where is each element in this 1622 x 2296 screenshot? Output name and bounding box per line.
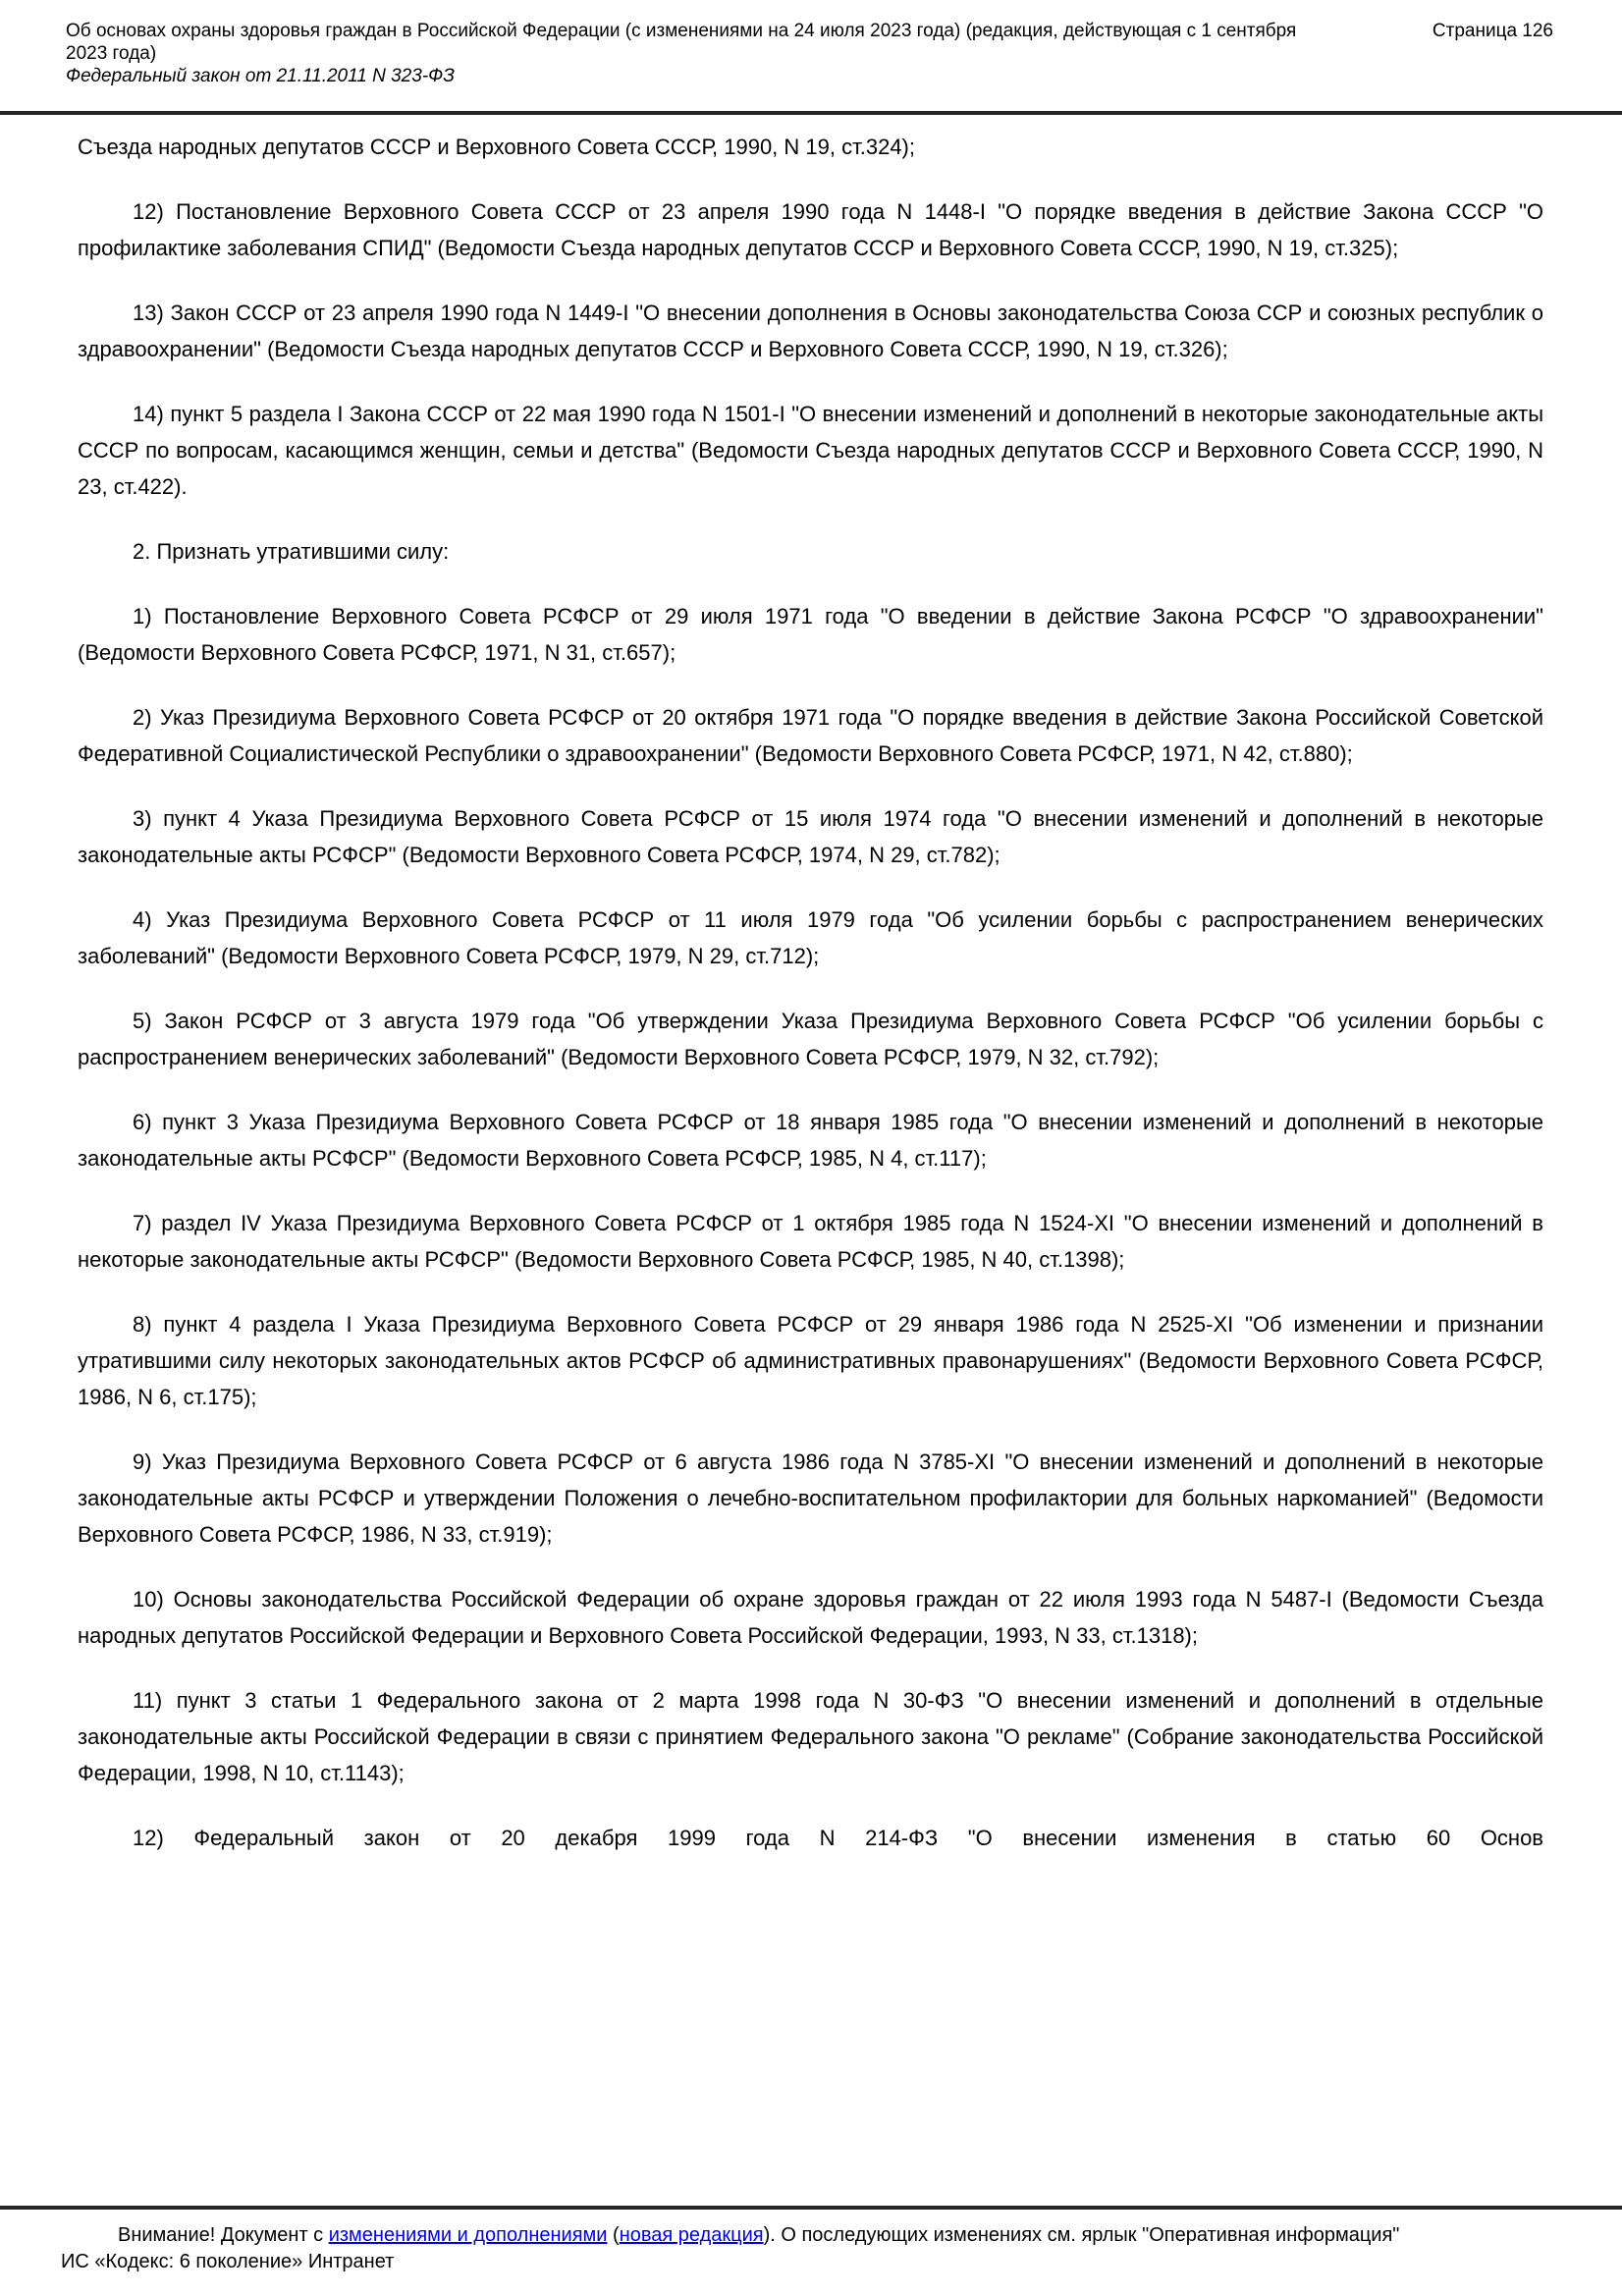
header-row xyxy=(66,20,1553,65)
paragraph-item-12-fz: 12) Федеральный закон от 20 декабря 1999 года N 214-ФЗ "О внесении изменения в статью 60 Основ xyxy=(133,1826,1543,1850)
paragraph-item-12-ussr: 12) Постановление Верховного Совета СССР от 23 апреля 1990 года N 1448-I "О порядке введения в действие Закона СССР "О профилактике заболевания СПИД" (Ведомости Съезда народных депутатов СССР и Верховного Совета СССР, 1990, N 19, ст.325); xyxy=(78,199,1543,260)
document-title: Об основах охраны здоровья граждан в Российской Федерации (с изменениями на 24 июля 2023 года) (редакция, действующая с 1 сентября 2023 года) xyxy=(66,21,1297,64)
paragraph-item-11: 11) пункт 3 статьи 1 Федерального закона от 2 марта 1998 года N 30-ФЗ "О внесении изменений и дополнений в отдельные законодательные акты Российской Федерации в связи с принятием Федерального закона "О рекламе" (Собрание законодательства Российской Федерации, 1998, N 10, ст.1143); xyxy=(78,1688,1543,1785)
paragraph-item-13-ussr: 13) Закон СССР от 23 апреля 1990 года N 1449-I "О внесении дополнения в Основы законодательства Союза ССР и союзных республик о здравоохранении" (Ведомости Съезда народных депутатов СССР и Верховного Совета СССР, 1990, N 19, ст.326); xyxy=(78,301,1543,361)
footer-notice-between: ( xyxy=(607,2224,620,2246)
paragraph-continuation: Съезда народных депутатов СССР и Верховного Совета СССР, 1990, N 19, ст.324); xyxy=(78,135,915,159)
footer-notice xyxy=(61,2222,1563,2249)
paragraph-item-3: 3) пункт 4 Указа Президиума Верховного Совета РСФСР от 15 июля 1974 года "О внесении изменений и дополнений в некоторые законодательные акты РСФСР" (Ведомости Верховного Совета РСФСР, 1974, N 29, ст.782); xyxy=(78,806,1543,867)
paragraph-item-2: 2) Указ Президиума Верховного Совета РСФСР от 20 октября 1971 года "О порядке введения в действие Закона Российской Советской Федеративной Социалистической Республики о здравоохранении" (Ведомости Верховного Совета РСФСР, 1971, N 42, ст.880); xyxy=(78,705,1543,766)
paragraph-item-8: 8) пункт 4 раздела I Указа Президиума Верховного Совета РСФСР от 29 января 1986 года N 2525-XI "Об изменении и признании утратившими силу некоторых законодательных актов РСФСР об административных правонарушениях" (Ведомости Верховного Совета РСФСР, 1986, N 6, ст.175); xyxy=(78,1312,1543,1409)
paragraph-item-14-ussr: 14) пункт 5 раздела I Закона СССР от 22 мая 1990 года N 1501-I "О внесении изменений и дополнений в некоторые законодательные акты СССР по вопросам, касающимся женщин, семьи и детства" (Ведомости Съезда народных депутатов СССР и Верховного Совета СССР, 1990, N 23, ст.422). xyxy=(78,402,1543,499)
paragraph-item-10: 10) Основы законодательства Российской Федерации об охране здоровья граждан от 22 июля 1993 года N 5487-I (Ведомости Съезда народных депутатов Российской Федерации и Верховного Совета Российской Федерации, 1993, N 33, ст.1318); xyxy=(78,1587,1543,1648)
footer-notice-suffix: ). О последующих изменениях см. ярлык "Оперативная информация" xyxy=(763,2224,1400,2246)
page-header xyxy=(0,0,1622,87)
amendments-link[interactable]: изменениями и дополнениями xyxy=(328,2224,608,2246)
document-subtitle: Федеральный закон от 21.11.2011 N 323-ФЗ xyxy=(66,66,455,86)
paragraph-item-7: 7) раздел IV Указа Президиума Верховного Совета РСФСР от 1 октября 1985 года N 1524-XI "О внесении изменений и дополнений в некоторые законодательные акты РСФСР" (Ведомости Верховного Совета РСФСР, 1985, N 40, ст.1398); xyxy=(78,1211,1543,1272)
footer-system-label: ИС «Кодекс: 6 поколение» Интранет xyxy=(61,2251,395,2272)
new-edition-link[interactable]: новая редакция xyxy=(619,2224,764,2246)
paragraph-item-4: 4) Указ Президиума Верховного Совета РСФСР от 11 июля 1979 года "Об усилении борьбы с распространением венерических заболеваний" (Ведомости Верховного Совета РСФСР, 1979, N 29, ст.712); xyxy=(78,907,1543,968)
paragraph-section-2: 2. Признать утратившими силу: xyxy=(133,539,450,564)
footer-notice-prefix: Внимание! Документ с xyxy=(118,2224,329,2246)
page-number: Страница 126 xyxy=(1432,21,1553,41)
paragraph-item-9: 9) Указ Президиума Верховного Совета РСФСР от 6 августа 1986 года N 3785-XI "О внесении изменений и дополнений в некоторые законодательные акты РСФСР и утверждении Положения о лечебно-воспитательном профилактории для больных наркоманией" (Ведомости Верховного Совета РСФСР, 1986, N 33, ст.919); xyxy=(78,1449,1543,1547)
footer-text xyxy=(0,2210,1622,2296)
page-footer xyxy=(0,2206,1622,2296)
paragraph-item-1: 1) Постановление Верховного Совета РСФСР от 29 июля 1971 года "О введении в действие Закона РСФСР "О здравоохранении" (Ведомости Верховного Совета РСФСР, 1971, N 31, ст.657); xyxy=(78,604,1543,665)
document-body xyxy=(0,115,1622,1856)
paragraph-item-6: 6) пункт 3 Указа Президиума Верховного Совета РСФСР от 18 января 1985 года "О внесении изменений и дополнений в некоторые законодательные акты РСФСР" (Ведомости Верховного Совета РСФСР, 1985, N 4, ст.117); xyxy=(78,1110,1543,1171)
paragraph-item-5: 5) Закон РСФСР от 3 августа 1979 года "Об утверждении Указа Президиума Верховного Совета РСФСР "Об усилении борьбы с распространением венерических заболеваний" (Ведомости Верховного Совета РСФСР, 1979, N 32, ст.792); xyxy=(78,1009,1543,1069)
